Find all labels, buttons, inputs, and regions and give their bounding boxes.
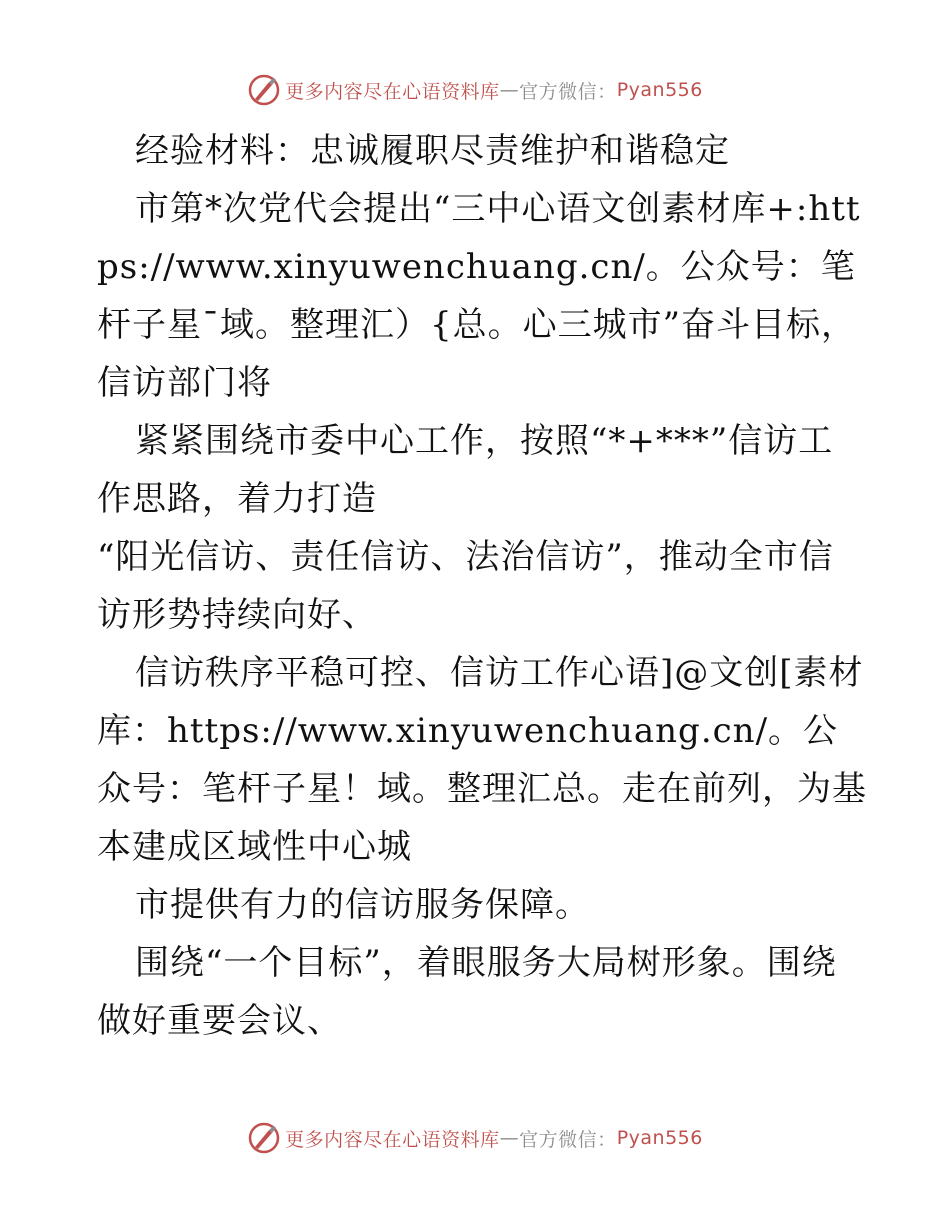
document-title: 经验材料：忠诚履职尽责维护和谐稳定 [135, 131, 730, 171]
banner-main-text: 更多内容尽在心语资料库 [285, 1128, 500, 1151]
document-body [97, 122, 867, 1050]
paragraph: “阳光信访、责任信访、法治信访”，推动全市信访形势持续向好、 [97, 537, 834, 635]
paragraph: 紧紧围绕市委中心工作，按照“*+***”信访工作思路，着力打造 [97, 421, 834, 519]
banner-wechat-id: Pyan556 [616, 1127, 703, 1149]
paragraph: 市第*次党代会提出“三中心语文创素材库+:https://www.xinyuwenchuang.cn/。公众号：笔杆子星¯域。整理汇）{总。心三城市”奋斗目标，信访部门将 [97, 189, 861, 403]
paragraph: 市提供有力的信访服务保障。 [135, 885, 590, 925]
banner-label-text: 官方微信： [519, 80, 617, 103]
banner-main-text: 更多内容尽在心语资料库 [285, 80, 500, 103]
banner-wechat-id: Pyan556 [616, 79, 703, 101]
footer-banner [0, 1118, 950, 1158]
header-banner [0, 70, 950, 110]
paragraph: 围绕“一个目标”，着眼服务大局树形象。围绕做好重要会议、 [97, 943, 837, 1041]
banner-label-text: 官方微信： [519, 1128, 617, 1151]
banner-dash: — [499, 79, 520, 101]
quill-pen-logo-icon [247, 73, 281, 107]
banner-dash: — [499, 1127, 520, 1149]
paragraph: 信访秩序平稳可控、信访工作心语]@文创[素材库：https://www.xinyuwenchuang.cn/。公众号：笔杆子星！域。整理汇总。走在前列，为基本建成区域性中心城 [97, 653, 867, 867]
quill-pen-logo-icon [247, 1121, 281, 1155]
